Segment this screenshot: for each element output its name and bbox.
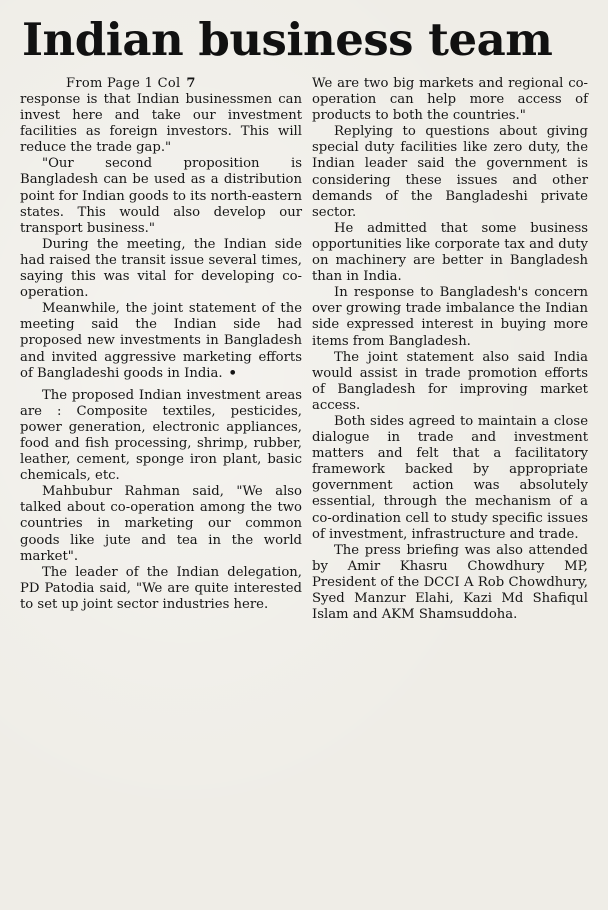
paragraph: Replying to questions about giving special duty facilities like zero duty, the Indian leader said the government is considering these issues and other demands of the Bangladeshi private sector. [312, 124, 588, 220]
paragraph: Mahbubur Rahman said, "We also talked about co-operation among the two countries in marketing our common goods like jute and tea in the world market". [20, 484, 302, 564]
paragraph: "Our second proposition is Bangladesh can be used as a distribution point for Indian goods to its north-eastern states. This would also develop our transport business." [20, 156, 302, 236]
paragraph: During the meeting, the Indian side had raised the transit issue several times, saying this was vital for developing co-operation. [20, 236, 302, 301]
jump-prefix: From Page 1 Col [66, 76, 181, 91]
headline: Indian business team [22, 13, 553, 66]
paragraph: The proposed Indian investment areas are : Composite textiles, pesticides, power generation, electronic appliances, food and fish processing, shrimp, rubber, leather, cement, sponge iron plant, basic chemicals, etc. [20, 387, 302, 484]
paragraph-text: Meanwhile, the joint statement of the meeting said the Indian side had proposed new investments in Bangladesh and invited aggressive marketing efforts of Bangladeshi goods in India. [20, 301, 302, 381]
paragraph: The joint statement also said India would assist in trade promotion efforts of Bangladesh for improving market access. [312, 349, 588, 413]
paragraph: response is that Indian businessmen can invest here and take our investment facilities as foreign investors. This will reduce the trade gap." [20, 92, 302, 156]
jump-line [66, 76, 302, 92]
article-column-right [312, 76, 588, 623]
paragraph: Both sides agreed to maintain a close dialogue in trade and investment matters and felt that a facilitatory framework backed by appropriate government action was absolutely essential, through the mechanism of a co-ordination cell to study specific issues of investment, infrastructure and trade. [312, 413, 588, 542]
paragraph: The press briefing was also attended by Amir Khasru Chowdhury MP, President of the DCCI A Rob Chowdhury, Syed Manzur Elahi, Kazi Md Shafiqul Islam and AKM Shamsuddoha. [312, 542, 588, 623]
end-bullet: • [228, 365, 237, 381]
paragraph: He admitted that some business opportunities like corporate tax and duty on machinery are better in Bangladesh than in India. [312, 220, 588, 285]
paragraph: We are two big markets and regional co-operation can help more access of products to both the countries." [312, 76, 588, 124]
paragraph: In response to Bangladesh's concern over growing trade imbalance the Indian side expressed interest in buying more items from Bangladesh. [312, 285, 588, 349]
article-column-left [20, 76, 302, 613]
jump-col-number: 7 [186, 76, 196, 91]
paragraph [20, 301, 302, 381]
paragraph: The leader of the Indian delegation, PD Patodia said, "We are quite interested to set up joint sector industries here. [20, 564, 302, 612]
